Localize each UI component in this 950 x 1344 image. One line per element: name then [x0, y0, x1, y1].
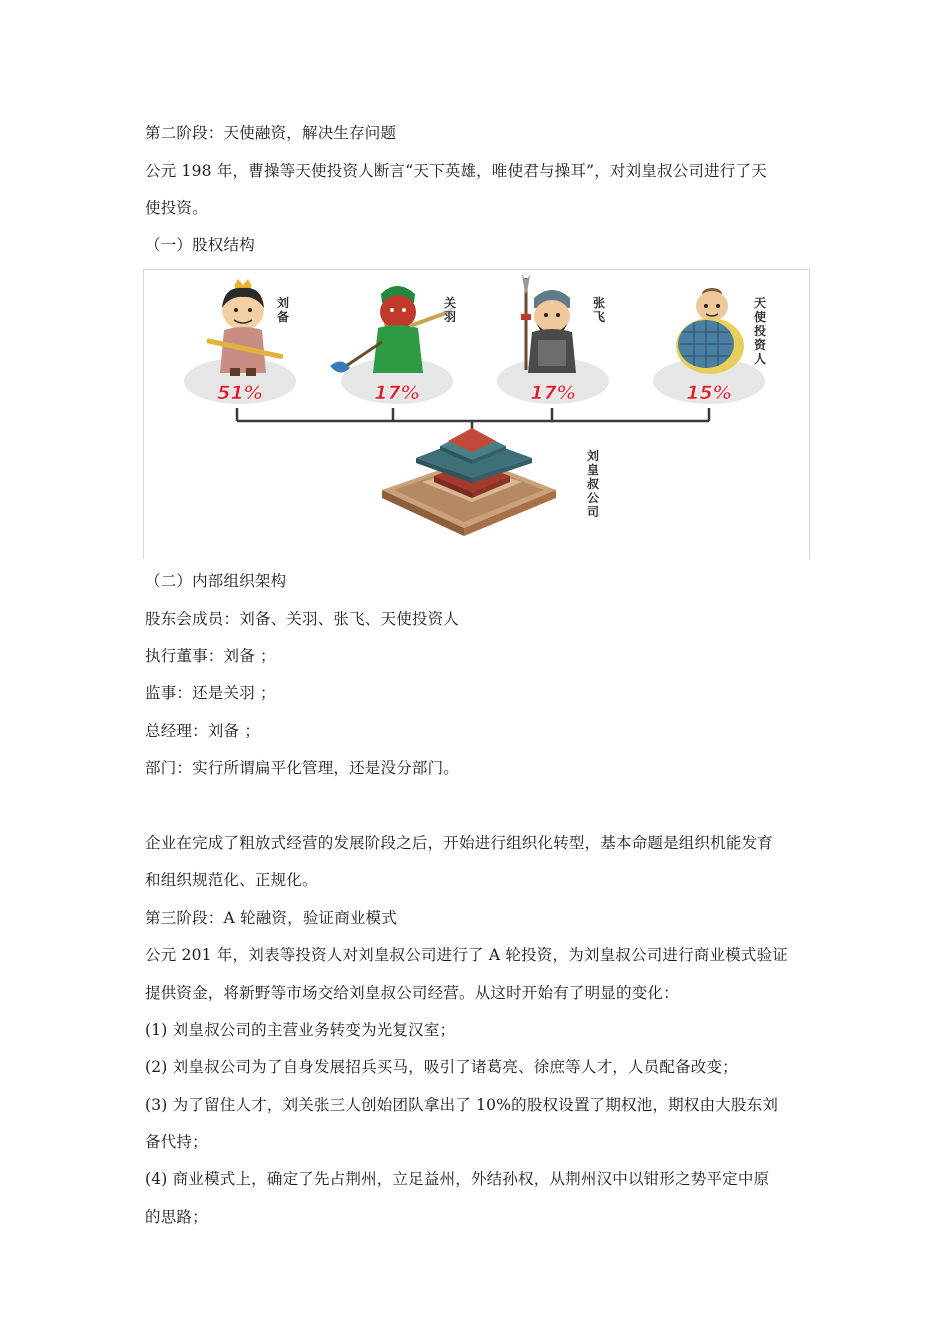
shareholder-name-char: 羽 — [443, 310, 457, 324]
subheading-org-structure: （二）内部组织架构 — [145, 572, 287, 590]
shareholder-percent: 17% — [530, 382, 576, 404]
shareholder-name-char: 人 — [753, 352, 767, 366]
list-item-4-line1: (4) 商业模式上，确定了先占荆州，立足益州，外结孙权，从荆州汉中以钳形之势平定中原 — [145, 1170, 770, 1188]
paragraph-shareholders: 股东会成员：刘备、关羽、张飞、天使投资人 — [145, 610, 460, 628]
paragraph-supervisor: 监事：还是关羽 ； — [145, 684, 276, 702]
shareholder-name-char: 备 — [276, 310, 290, 324]
palace-company-icon — [382, 428, 556, 536]
list-item-3-line1: (3) 为了留住人才，刘关张三人创始团队拿出了 10%的股权设置了期权池，期权由大股东刘 — [145, 1096, 779, 1114]
equity-structure-illustration — [144, 270, 809, 559]
shareholder-name-char: 张 — [592, 296, 606, 310]
shareholder-name-char: 使 — [753, 310, 767, 324]
shareholder-name-char: 刘 — [276, 296, 290, 310]
shareholder-name-char: 资 — [753, 338, 767, 352]
paragraph-general-manager: 总经理：刘备 ； — [145, 722, 261, 740]
list-item-1: (1) 刘皇叔公司的主营业务转变为光复汉室； — [145, 1021, 456, 1039]
equity-structure-figure — [143, 269, 810, 559]
guan-yu-figure — [330, 286, 457, 373]
paragraph-transformation-line1: 企业在完成了粗放式经营的发展阶段之后，开始进行组织化转型，基本命题是组织机能发育 — [145, 834, 774, 852]
company-name-char: 司 — [586, 505, 600, 519]
shareholder-name-char: 飞 — [592, 310, 606, 324]
section-heading-stage3: 第三阶段：A 轮融资，验证商业模式 — [145, 909, 398, 927]
paragraph-departments: 部门：实行所谓扁平化管理，还是没分部门。 — [145, 759, 460, 777]
shareholder-name-char: 投 — [753, 324, 767, 338]
paragraph-series-a-line1: 公元 201 年，刘表等投资人对刘皇叔公司进行了 A 轮投资，为刘皇叔公司进行商业模式验证 — [145, 946, 788, 964]
paragraph-transformation-line2: 和组织规范化、正规化。 — [145, 871, 318, 889]
shareholder-percent: 51% — [217, 382, 263, 404]
paragraph-angel-investment-line2: 使投资。 — [145, 199, 208, 217]
zhang-fei-figure — [521, 274, 576, 373]
company-name-char: 公 — [586, 491, 600, 505]
shareholder-name-char: 关 — [443, 296, 457, 310]
list-item-2: (2) 刘皇叔公司为了自身发展招兵买马，吸引了诸葛亮、徐庶等人才，人员配备改变； — [145, 1058, 738, 1076]
company-name-char: 叔 — [586, 477, 600, 491]
company-name-char: 刘 — [586, 449, 600, 463]
angel-investor-figure — [676, 288, 744, 374]
section-heading-stage2: 第二阶段：天使融资，解决生存问题 — [145, 124, 397, 142]
list-item-3-line2: 备代持； — [145, 1133, 208, 1151]
paragraph-executive-director: 执行董事：刘备 ； — [145, 647, 276, 665]
company-name-char: 皇 — [586, 463, 600, 477]
paragraph-series-a-line2: 提供资金，将新野等市场交给刘皇叔公司经营。从这时开始有了明显的变化： — [145, 984, 679, 1002]
company-name-label — [587, 448, 599, 519]
shareholder-percent: 15% — [686, 382, 732, 404]
paragraph-angel-investment-line1: 公元 198 年，曹操等天使投资人断言“天下英雄，唯使君与操耳”，对刘皇叔公司进行了天 — [145, 162, 767, 180]
shareholder-name-char: 天 — [753, 296, 767, 310]
list-item-4-line2: 的思路； — [145, 1208, 208, 1226]
subheading-equity-structure: （一）股权结构 — [145, 236, 255, 254]
shareholder-percent: 17% — [374, 382, 420, 404]
